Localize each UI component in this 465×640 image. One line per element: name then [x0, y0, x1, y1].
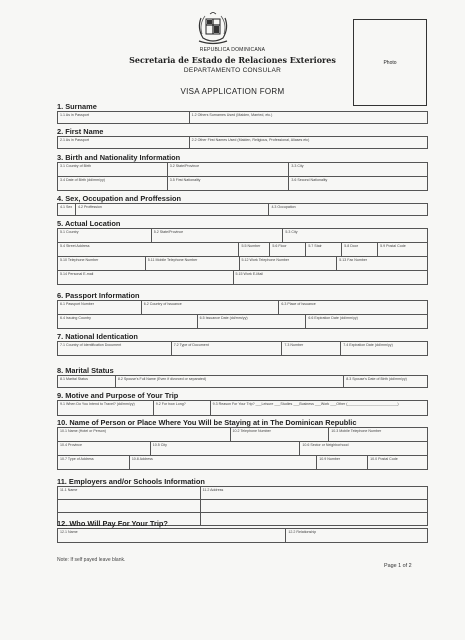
ministry-name: Secretaria de Estado de Relaciones Exteriores: [129, 55, 336, 65]
form-field[interactable]: 3.5 First Nationality: [168, 177, 290, 190]
form-field[interactable]: 6.4 Issuing Country: [58, 315, 198, 328]
form-field[interactable]: 9.3 Reason For Your Trip? ___Leisure ___Studies ___Business ___Work ___Other (_________________________): [211, 401, 428, 415]
form-field[interactable]: 10.9 Number: [317, 456, 368, 469]
form-field[interactable]: 5.1 Country: [58, 229, 152, 242]
section-2: [57, 127, 428, 149]
form-field[interactable]: 10.5 City: [151, 442, 301, 455]
form-row: [58, 442, 428, 456]
form-field[interactable]: 5.9 Postal Code: [378, 243, 428, 256]
form-field[interactable]: 10.8 Address: [130, 456, 317, 469]
section-grid: [57, 228, 428, 285]
form-field[interactable]: 7.2 Type of Document: [172, 342, 283, 355]
form-title: VISA APPLICATION FORM: [180, 87, 285, 96]
form-field[interactable]: 5.11 Mobile Telephone Number: [146, 257, 240, 270]
form-row: [58, 315, 428, 329]
form-field[interactable]: 6.2 Country of Issuance: [142, 301, 280, 314]
section-5: [57, 219, 428, 285]
form-field[interactable]: 5.8 Door: [342, 243, 378, 256]
section-4: [57, 194, 428, 216]
form-field[interactable]: 6.1 Passport Number: [58, 301, 142, 314]
form-row: [58, 271, 428, 285]
form-field[interactable]: 3.1 Country of Birth: [58, 163, 168, 176]
section-grid: [57, 136, 428, 149]
form-field[interactable]: 9.2 For how Long?: [154, 401, 211, 415]
form-field[interactable]: 11.1 Name: [58, 487, 201, 499]
form-row: [58, 500, 428, 513]
country-name: REPUBLICA DOMINICANA: [199, 47, 266, 53]
form-field[interactable]: 7.3 Number: [282, 342, 341, 355]
section-1: [57, 102, 428, 124]
form-field[interactable]: 6.5 Issuance Date (dd/mm/yy): [198, 315, 307, 328]
form-field[interactable]: 5.12 Work Telephone Number: [240, 257, 338, 270]
form-field[interactable]: 10.7 Type of Address: [58, 456, 130, 469]
form-field[interactable]: 5.4 Street Address: [58, 243, 239, 256]
section-title: 5. Actual Location: [57, 219, 121, 228]
form-row: [58, 401, 428, 416]
section-title: 1. Surname: [57, 102, 97, 111]
form-field[interactable]: 5.3 City: [283, 229, 428, 242]
department-name: DEPARTAMENTO CONSULAR: [183, 67, 282, 74]
form-row: [58, 301, 428, 315]
form-row: [58, 204, 428, 216]
form-field[interactable]: 5.13 Fax Number: [337, 257, 428, 270]
form-field[interactable]: [201, 500, 428, 512]
section-3: [57, 153, 428, 191]
form-row: [58, 456, 428, 470]
section-grid: [57, 341, 428, 356]
section-title: 9. Motive and Purpose of Your Trip: [57, 391, 179, 400]
form-field[interactable]: 1.1 As in Passport: [58, 112, 190, 123]
form-field[interactable]: 6.6 Expiration Date (dd/mm/yy): [306, 315, 428, 328]
form-field[interactable]: 4.3 Occupation: [269, 204, 428, 215]
section-grid: [57, 162, 428, 191]
section-grid: [57, 400, 428, 416]
section-title: 10. Name of Person or Place Where You Will be Staying at in The Dominican Republic: [57, 418, 357, 427]
section-grid: [57, 375, 428, 388]
section-12: [57, 519, 428, 543]
form-row: [58, 177, 428, 191]
form-row: [58, 163, 428, 177]
section-grid: [57, 203, 428, 216]
section-title: 12. Who Will Pay For Your Trip?: [57, 519, 168, 528]
form-field[interactable]: 8.2 Spouse's Full Name (Even if divorced or separated): [116, 376, 344, 387]
form-field[interactable]: 1.2 Others Surnames Used (Maiden, Married, etc.): [190, 112, 428, 123]
section-9: [57, 391, 428, 416]
photo-label: Photo: [383, 60, 397, 66]
section-grid: [57, 300, 428, 329]
section-7: [57, 332, 428, 356]
section-title: 7. National Identication: [57, 332, 138, 341]
section-title: 4. Sex, Occupation and Proffession: [57, 194, 182, 203]
page-number: Page 1 of 2: [384, 563, 412, 569]
section-8: [57, 366, 428, 388]
form-field[interactable]: 10.3 Mobile Telephone Number: [329, 428, 428, 441]
form-field[interactable]: 3.3 City: [289, 163, 428, 176]
photo-box[interactable]: [353, 19, 427, 106]
form-row: [58, 487, 428, 500]
form-row: [58, 257, 428, 271]
form-field[interactable]: 7.4 Expiration Date (dd/mm/yy): [341, 342, 428, 355]
form-field[interactable]: 5.15 Work E-Mail: [234, 271, 428, 284]
form-field[interactable]: 10.6 Sector or Neighborhood: [300, 442, 428, 455]
form-field[interactable]: 3.4 Date of Birth (dd/mm/yy): [58, 177, 168, 190]
form-row: [58, 112, 428, 124]
section-10: [57, 418, 428, 470]
form-field[interactable]: 6.3 Place of Issuance: [279, 301, 428, 314]
form-field[interactable]: 10.4 Province: [58, 442, 151, 455]
coat-of-arms-seal: [193, 12, 233, 46]
form-field[interactable]: 3.6 Second Nationality: [289, 177, 428, 190]
form-field[interactable]: 5.14 Personal E-mail: [58, 271, 234, 284]
form-field[interactable]: 3.2 State/Province: [168, 163, 290, 176]
form-field[interactable]: 8.1 Marital Status: [58, 376, 116, 387]
form-field[interactable]: 12.2 Relationship: [286, 529, 428, 542]
form-field[interactable]: 11.2 Address: [201, 487, 428, 499]
form-row: [58, 342, 428, 356]
form-row: [58, 428, 428, 442]
section-title: 3. Birth and Nationality Information: [57, 153, 181, 162]
form-field[interactable]: 5.2 State/Province: [152, 229, 284, 242]
form-row: [58, 529, 428, 543]
section-6: [57, 291, 428, 329]
form-field[interactable]: 7.1 Country of Identification Document: [58, 342, 172, 355]
form-field[interactable]: 5.5 Number: [239, 243, 270, 256]
form-field[interactable]: 2.2 Other First Names Used (Maiden, Religious, Professional, Aliases etc): [190, 137, 428, 148]
form-row: [58, 137, 428, 149]
form-row: [58, 243, 428, 257]
form-field[interactable]: 9.1 When Do You Intend to Travel? (dd/mm/yy): [58, 401, 154, 415]
payer-note: Note: If self payed leave blank.: [57, 557, 126, 563]
form-field[interactable]: 5.7 Stair: [306, 243, 342, 256]
section-grid: [57, 111, 428, 124]
form-field[interactable]: 10.2 Telephone Number: [231, 428, 330, 441]
section-grid: [57, 427, 428, 470]
form-field[interactable]: 5.10 Telephone Number: [58, 257, 146, 270]
section-grid: [57, 528, 428, 543]
form-field[interactable]: 4.2 Proffession: [76, 204, 269, 215]
section-title: 8. Marital Status: [57, 366, 114, 375]
section-title: 11. Employers and/or Schools Information: [57, 477, 205, 486]
form-field[interactable]: 8.3 Spouse's Date of Birth (dd/mm/yy): [344, 376, 428, 387]
section-title: 6. Passport Information: [57, 291, 140, 300]
form-field[interactable]: [58, 500, 201, 512]
form-field[interactable]: 4.1 Sex: [58, 204, 76, 215]
form-field[interactable]: 10.1 Name (Hotel or Person): [58, 428, 231, 441]
form-row: [58, 229, 428, 243]
form-field[interactable]: 5.6 Floor: [270, 243, 306, 256]
section-title: 2. First Name: [57, 127, 104, 136]
form-field[interactable]: 10.0 Postal Code: [368, 456, 428, 469]
form-field[interactable]: 12.1 Name: [58, 529, 286, 542]
form-field[interactable]: 2.1 As in Passport: [58, 137, 190, 148]
form-row: [58, 376, 428, 388]
